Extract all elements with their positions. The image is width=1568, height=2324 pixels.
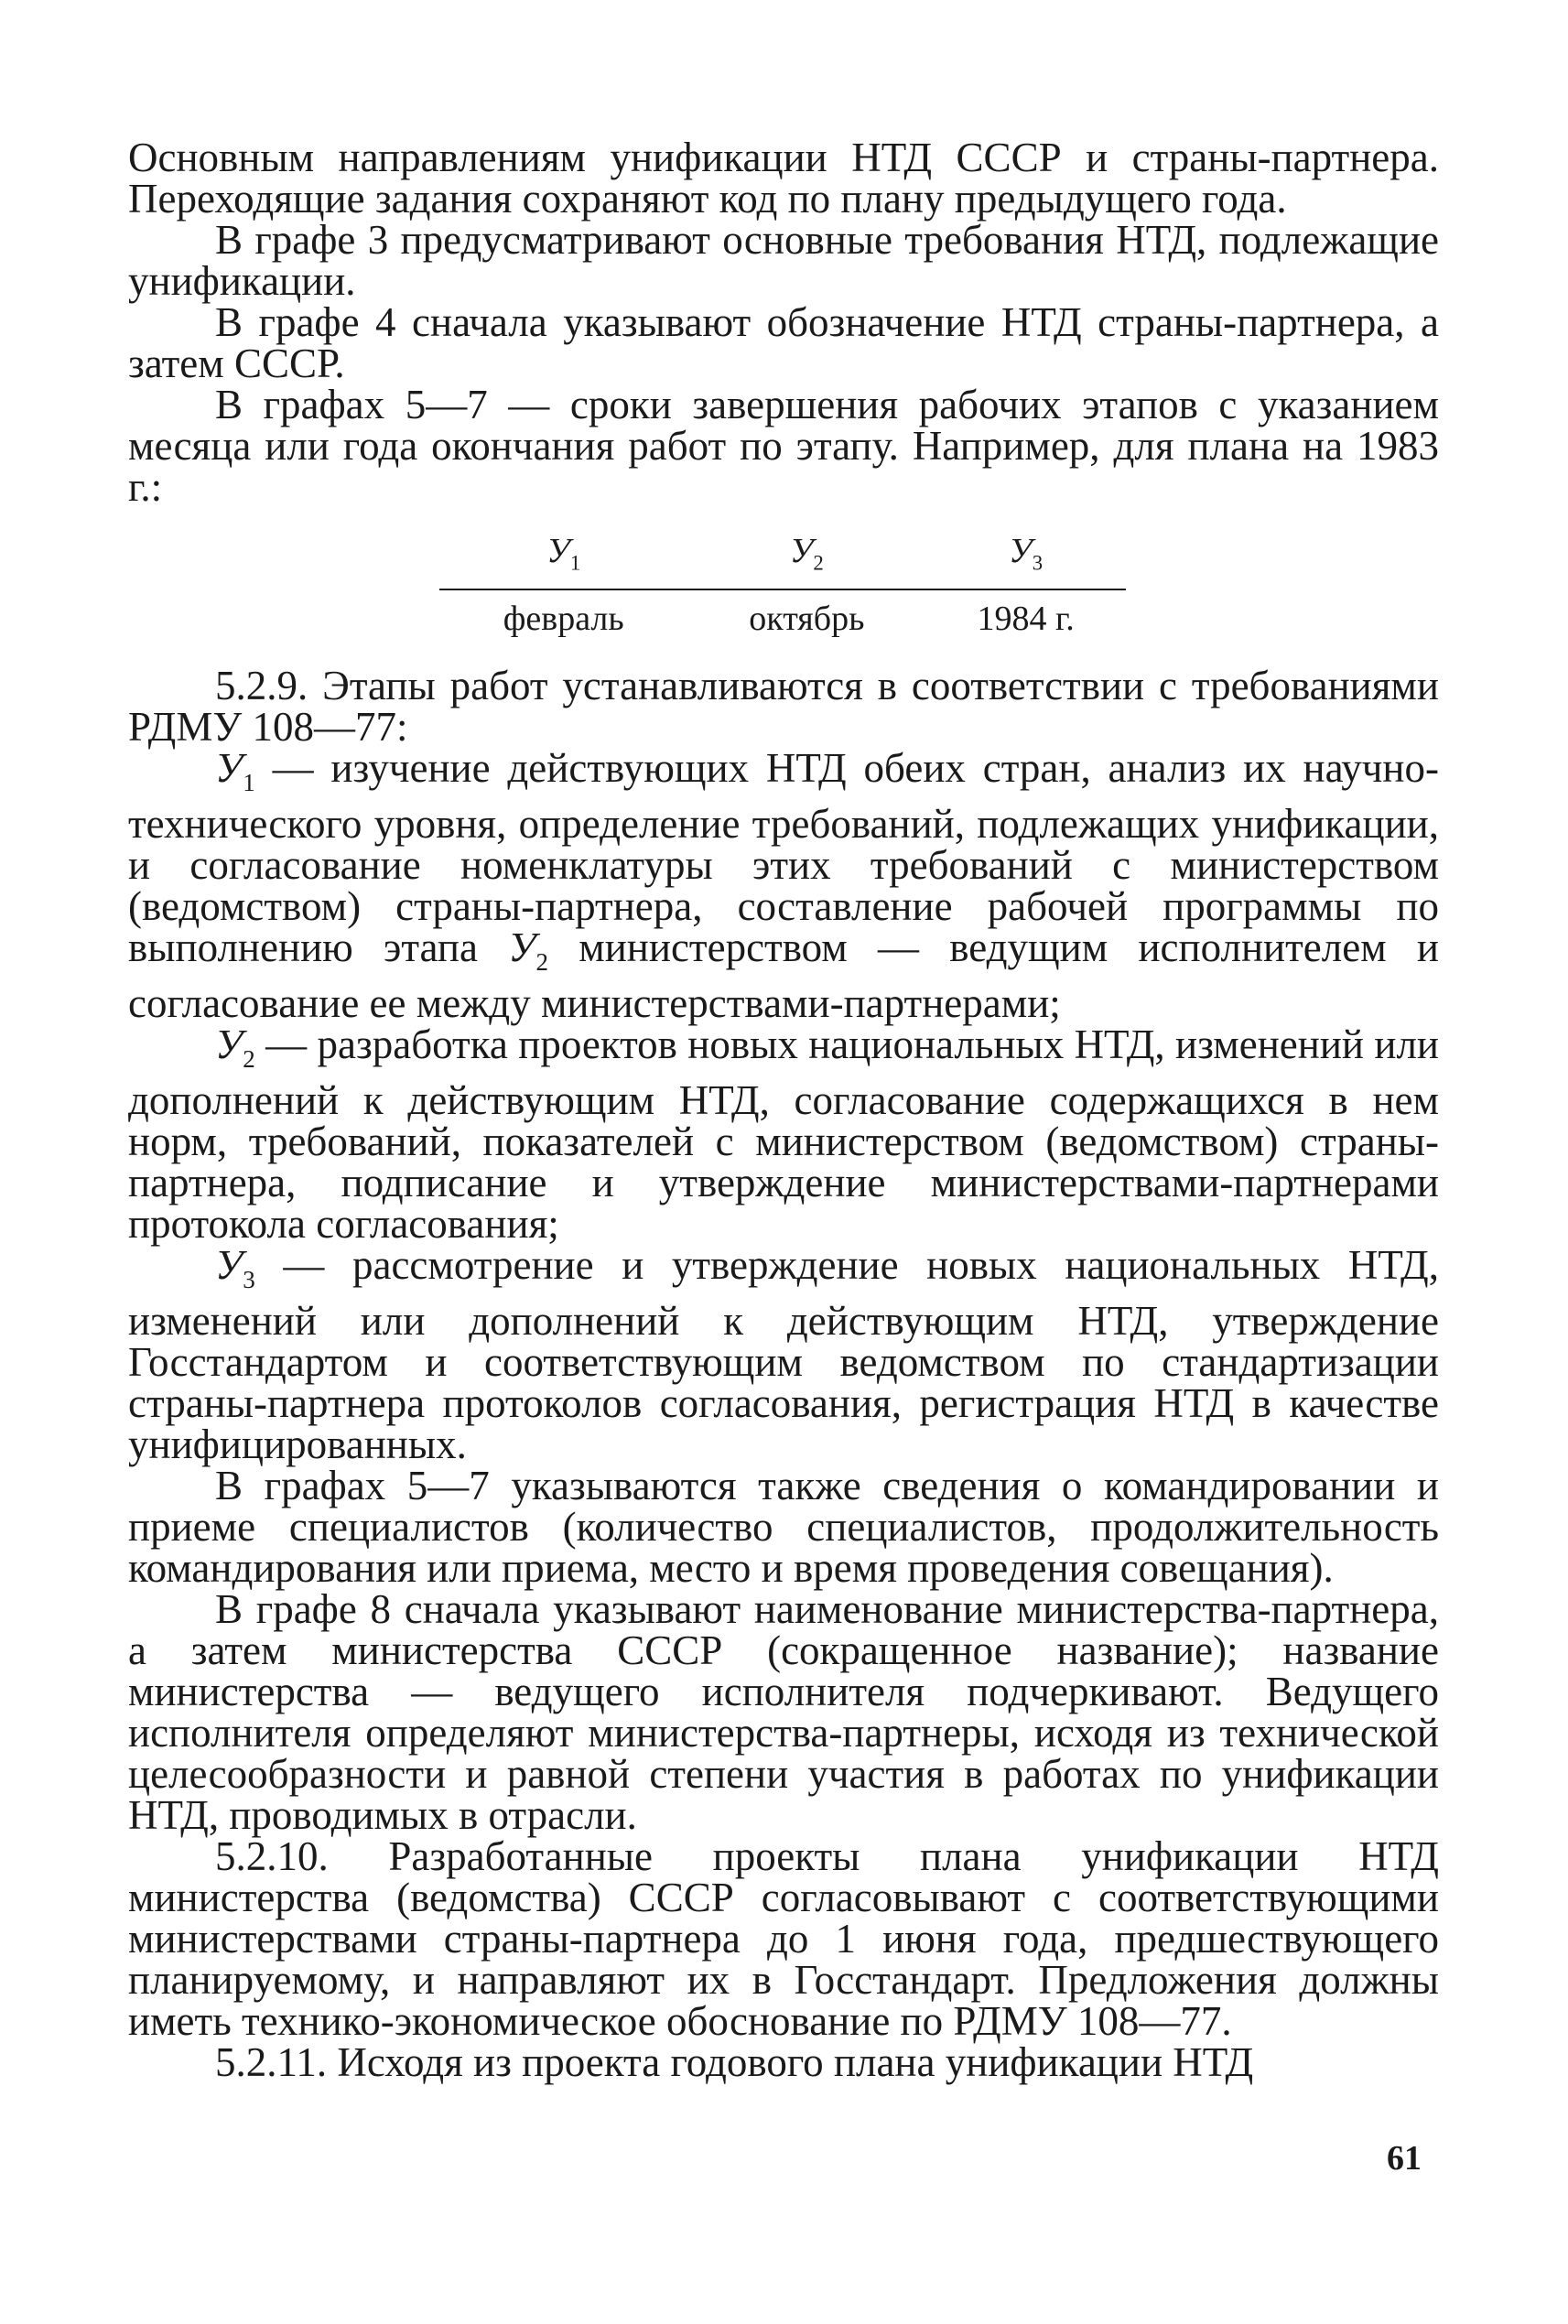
section-5-2-11: 5.2.11. Исходя из проекта годового плана унификации НТД [215,2038,1254,2085]
stage-2-description: $У_2$ — разработка проектов новых национальных НТД, изменений или дополнений к действующим НТД, согласование содержащихся в нем норм, требований, показателей с министерством (ведомством) страны-партнера, подписание и утверждение министерствами-партнерами протокола согласования; [128,1021,1439,1247]
stage-schedule-table [439,528,1126,638]
paragraph-column-3: В графе 3 предусматривают основные требования НТД, подлежащие унификации. [128,217,1439,304]
stage-header-1: $У_1$ [439,528,687,589]
stage-header-2: $У_2$ [687,528,925,589]
stage-value-1: февраль [503,599,624,638]
stage-2-term: $У_2$ [215,1021,255,1073]
paragraph-columns-5-7: В графах 5—7 — сроки завершения рабочих этапов с указанием месяца или года окончания работ по этапу. Например, для плана на 1983 г.: [128,382,1439,510]
paragraph-business-trips: В графах 5—7 указываются также сведения о командировании и приеме специалистов (количество специалистов, продолжительность командирования или приема, место и время проведения совещания). [128,1462,1439,1591]
paragraph-column-8: В графе 8 сначала указывают наименование министерства-партнера, а затем министерства СССР (сокращенное название); название министерства — ведущего исполнителя подчеркивают. Ведущего исполнителя определяют министерства-партнеры, исходя из технической целесообразности и равной степени участия в работах по унификации НТД, проводимых в отрасли. [128,1585,1439,1838]
stage-header-3: $У_3$ [925,528,1126,589]
section-5-2-9: 5.2.9. Этапы работ устанавливаются в соответствии с требованиями РДМУ 108—77: [128,662,1439,750]
stage-1-description: $У_1$ — изучение действующих НТД обеих стран, анализ их научно-технического уровня, определение требований, подлежащих унификации, и согласование номенклатуры этих требований с министерством (ведомством) страны-партнера, составление рабочей программы по выполнению этапа $У_2$ министерством — ведущим исполнителем и согласование ее между министерствами-партнерами; [128,744,1439,1026]
stage-3-description: $У_3$ — рассмотрение и утверждение новых национальных НТД, изменений или дополнений к действующим НТД, утверждение Госстандартом и соответствующим ведомством по стандартизации страны-партнера протоколов согласования, регистрация НТД в качестве унифицированных. [128,1241,1439,1467]
stage-2-ref-term: $У_2$ [508,924,548,976]
page-body [128,137,1439,2083]
page-number: 61 [1387,2139,1422,2178]
stage-value-2: октябрь [749,599,865,638]
paragraph-continuation: Основным направлениям унификации НТД СССР и страны-партнера. Переходящие задания сохраняют код по плану предыдущего года. [128,135,1439,222]
stage-value-row [439,589,1126,638]
stage-value-3: 1984 г. [977,599,1075,638]
stage-header-row [439,528,1126,589]
paragraph-column-4: В графе 4 сначала указывают обозначение НТД страны-партнера, а затем СССР. [128,299,1439,386]
stage-1-term: $У_1$ [215,744,255,796]
stage-3-term: $У_3$ [215,1241,255,1293]
section-5-2-10: 5.2.10. Разработанные проекты плана унификации НТД министерства (ведомства) СССР согласовывают с соответствующими министерствами страны-партнера до 1 июня года, предшествующего планируемому, и направляют их в Госстандарт. Предложения должны иметь технико-экономическое обоснование по РДМУ 108—77. [128,1832,1439,2044]
